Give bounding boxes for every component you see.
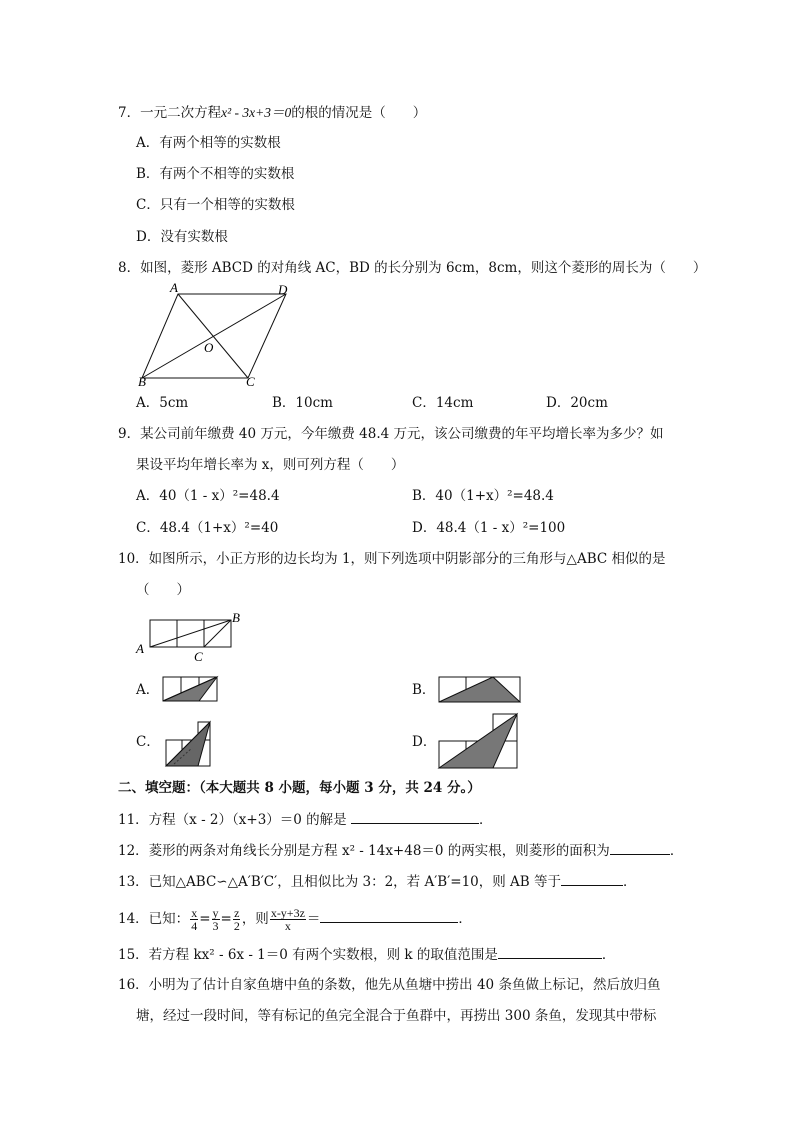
- q9-option-b: B．40（1+x）²=48.4: [412, 488, 554, 504]
- q8-option-d: D．20cm: [546, 395, 608, 411]
- q10-stem-line2: （ ）: [136, 582, 190, 598]
- q10-stem-line1: 10．如图所示，小正方形的边长均为 1，则下列选项中阴影部分的三角形与△ABC 相似的是: [118, 551, 666, 567]
- q8-stem: 8．如图，菱形 ABCD 的对角线 AC，BD 的长分别为 6cm，8cm，则这个菱形的周长为（ ）: [118, 260, 707, 276]
- q10-option-a-figure: [162, 676, 222, 706]
- q7-option-b: B．有两个不相等的实数根: [136, 166, 295, 182]
- q13-stem: 13．已知△ABC∽△A′B′C′，且相似比为 3：2，若 A′B′=10，则 AB 等于 ．: [118, 874, 637, 890]
- q13-answer-blank[interactable]: [561, 872, 623, 886]
- q9-option-c: C．48.4（1+x）²=40: [136, 520, 279, 536]
- q7-stem: 7．一元二次方程x² - 3x+3＝0的根的情况是（ ）: [118, 105, 427, 121]
- fraction-x-4: $\frac{x}{4}$: [191, 906, 198, 933]
- q12-answer-blank[interactable]: [610, 841, 670, 855]
- label-b: B: [232, 610, 240, 625]
- triangle-abc-figure: [136, 608, 256, 664]
- q14-stem: 14．已知： $\frac{x}{4}$ = $\frac{y}{3}$ = $\frac{z}{2}$ ，则 $\frac{x-y+3z}{x}$ ＝ ．: [118, 906, 472, 933]
- q10-option-b-figure: [438, 676, 528, 706]
- q10-option-d-figure: [438, 712, 528, 772]
- q11-stem: 11．方程（x - 2）（x+3）＝0 的解是 ．: [118, 812, 493, 828]
- q7-option-a: A．有两个相等的实数根: [136, 135, 281, 151]
- q10-option-c-figure: [162, 720, 222, 770]
- label-c: C: [194, 649, 203, 664]
- q7-option-c: C．只有一个相等的实数根: [136, 197, 295, 213]
- q14-answer-blank[interactable]: [320, 909, 458, 923]
- q8-option-c: C．14cm: [412, 395, 474, 411]
- label-o: O: [204, 340, 214, 355]
- label-d: D: [278, 282, 288, 297]
- q16-line2: 塘，经过一段时间，等有标记的鱼完全混合于鱼群中，再捞出 300 条鱼，发现其中带标: [136, 1008, 657, 1024]
- q8-option-b: B．10cm: [272, 395, 333, 411]
- q9-stem-line2: 果设平均年增长率为 x，则可列方程（ ）: [136, 457, 405, 473]
- label-a: A: [170, 280, 178, 295]
- q9-stem-line1: 9．某公司前年缴费 40 万元，今年缴费 48.4 万元，该公司缴费的年平均增长率为多少？如: [118, 426, 664, 442]
- q9-option-a: A．40（1 - x）²=48.4: [136, 488, 280, 504]
- rhombus-figure: [138, 280, 298, 390]
- q16-line1: 16．小明为了估计自家鱼塘中鱼的条数，他先从鱼塘中捞出 40 条鱼做上标记，然后放归鱼: [118, 977, 661, 993]
- q15-answer-blank[interactable]: [498, 945, 602, 959]
- q10-option-d: D．: [412, 734, 437, 750]
- q7-option-d: D．没有实数根: [136, 229, 228, 245]
- q8-option-a: A．5cm: [136, 395, 189, 411]
- q15-stem: 15．若方程 kx² - 6x - 1＝0 有两个实数根，则 k 的取值范围是 ．: [118, 947, 616, 963]
- fraction-z-2: $\frac{z}{2}$: [233, 906, 240, 933]
- fraction-expression: $\frac{x-y+3z}{x}$: [270, 906, 305, 933]
- section2-heading: 二、填空题：（本大题共 8 小题，每小题 3 分，共 24 分。）: [118, 780, 481, 796]
- fraction-y-3: $\frac{y}{3}$: [212, 906, 219, 933]
- q12-stem: 12．菱形的两条对角线长分别是方程 x² - 14x+48＝0 的两实根，则菱形的面积为 ．: [118, 843, 684, 859]
- q9-option-d: D．48.4（1 - x）²=100: [412, 520, 566, 536]
- label-b: B: [138, 374, 146, 389]
- q11-answer-blank[interactable]: [351, 810, 479, 824]
- label-a: A: [136, 641, 144, 656]
- label-c: C: [246, 374, 255, 389]
- q10-option-b: B．: [412, 682, 436, 698]
- q10-option-c: C．: [136, 734, 160, 750]
- q10-option-a: A．: [136, 682, 160, 698]
